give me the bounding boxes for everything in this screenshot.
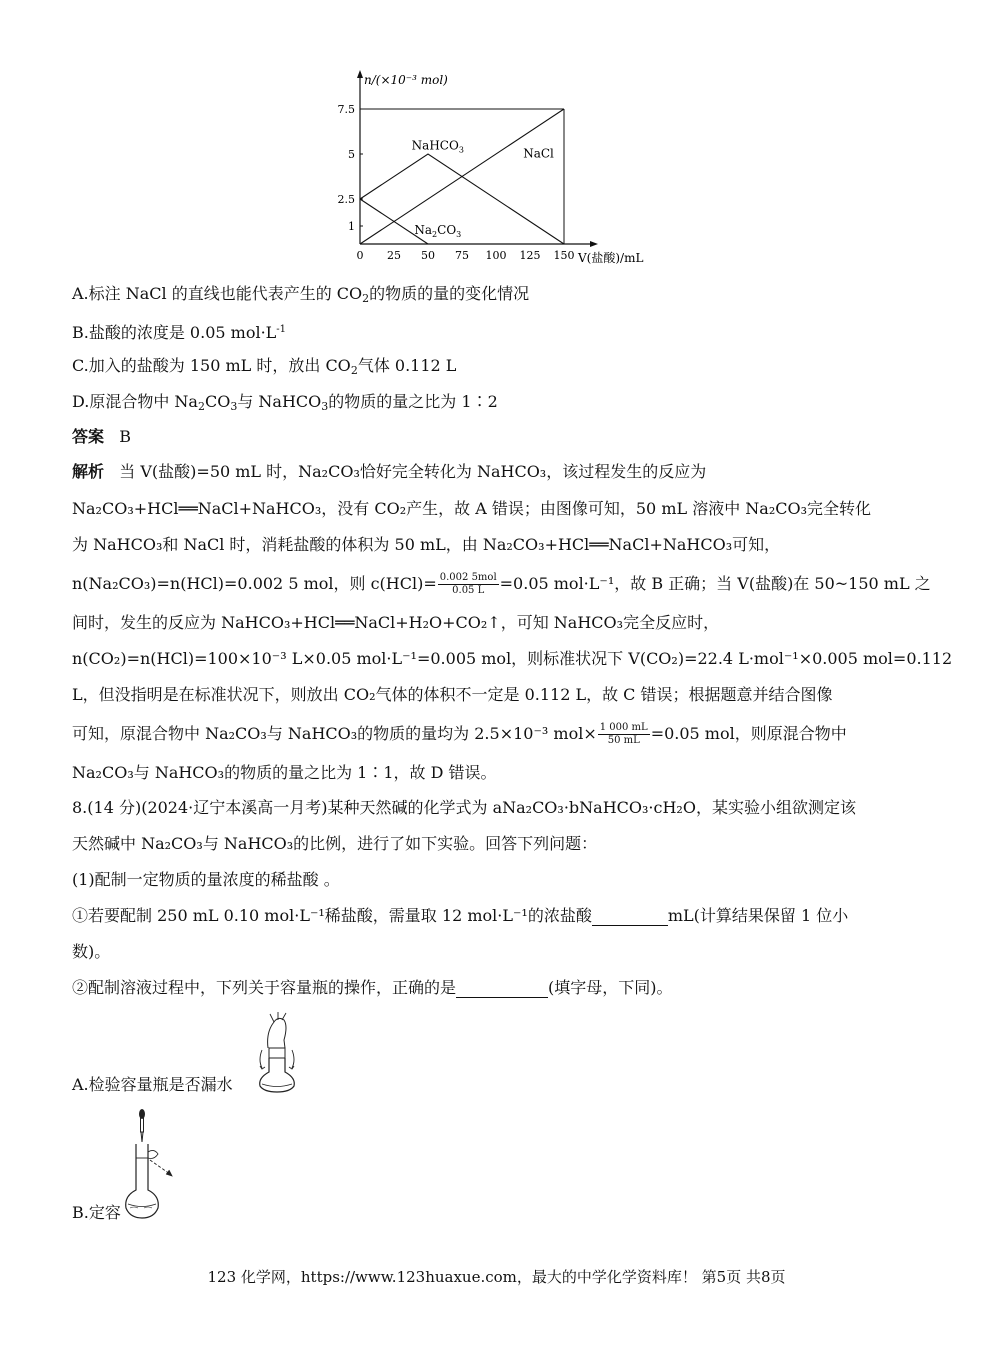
x-tick-label: 25: [387, 249, 401, 262]
q8-option-b: B.定容: [72, 1203, 121, 1222]
analysis-line-9: Na₂CO₃与 NaHCO₃的物质的量之比为 1∶1，故 D 错误。: [72, 763, 497, 782]
analysis-line-8: 可知，原混合物中 Na₂CO₃与 NaHCO₃的物质的量均为 2.5×10⁻³ mol× $\frac{1 000 mL}{50 mL}$ =0.05 mol，则原混合物中: [72, 722, 847, 746]
y-tick-label: 1: [348, 220, 355, 233]
option-c: C.加入的盐酸为 150 mL 时，放出 $CO_2$气体 0.112 L: [72, 356, 457, 377]
y-axis-label: n/(×10⁻³ mol): [364, 73, 448, 87]
analysis-line-4: n(Na₂CO₃)=n(HCl)=0.002 5 mol，则 c(HCl)= $\frac{\text{0.002 5mol}}{0.05 L}$ =0.05 mol·L⁻¹，故 B 正确；当 V(盐酸)在 50~150 mL 之: [72, 572, 931, 596]
q8-line-5: 数)。: [72, 942, 111, 961]
q8-line-3: (1)配制一定物质的量浓度的稀盐酸 。: [72, 870, 340, 889]
fraction-volume: $\frac{1 000 mL}{50 mL}$: [599, 722, 648, 746]
label-nacl: NaCl: [523, 146, 554, 161]
label-na2co3: $Na_2CO_3$: [414, 223, 462, 240]
x-tick-label: 100: [485, 249, 507, 262]
x-tick-label: 0: [356, 249, 364, 262]
x-tick-label: 75: [455, 249, 469, 262]
q8-line-4: ①若要配制 250 mL 0.10 mol·L⁻¹稀盐酸，需量取 12 mol·L⁻¹的浓盐酸 mL(计算结果保留 1 位小: [72, 906, 849, 925]
q8-line-1: 8.(14 分)(2024·辽宁本溪高一月考)某种天然碱的化学式为 aNa₂CO₃·bNaHCO₃·cH₂O，某实验小组欲测定该: [72, 798, 856, 817]
x-tick-label: 150: [553, 249, 575, 262]
fraction-concentration: $\frac{\text{0.002 5mol}}{0.05 L}$: [439, 572, 497, 596]
y-tick-label: 2.5: [337, 193, 355, 206]
analysis-line-3: 为 NaHCO₃和 NaCl 时，消耗盐酸的体积为 50 mL，由 Na₂CO₃+HCl══NaCl+NaHCO₃可知，: [72, 535, 781, 554]
x-tick-label: 50: [421, 249, 435, 262]
option-d: D.原混合物中 $Na_2CO_3$与 NaHCO$_3$的物质的量之比为 1∶2: [72, 392, 498, 413]
analysis-line-5: 间时，发生的反应为 NaHCO₃+HCl══NaCl+H₂O+CO₂↑，可知 NaHCO₃完全反应时，: [72, 613, 720, 632]
analysis-line-7: L，但没指明是在标准状况下，则放出 CO₂气体的体积不一定是 0.112 L，故 C 错误；根据题意并结合图像: [72, 685, 833, 704]
label-nahco3: NaHCO$_3$: [411, 138, 464, 155]
q8-option-a: A.检验容量瓶是否漏水: [72, 1075, 233, 1094]
analysis-line-2: Na₂CO₃+HCl══NaCl+NaHCO₃，没有 CO₂产生，故 A 错误；由图像可知，50 mL 溶液中 Na₂CO₃完全转化: [72, 499, 872, 518]
answer: [72, 427, 131, 447]
answer-blank-2[interactable]: [456, 981, 548, 998]
answer-blank-1[interactable]: [592, 909, 668, 926]
y-tick-label: 7.5: [337, 103, 355, 116]
analysis-line-6: n(CO₂)=n(HCl)=100×10⁻³ L×0.05 mol·L⁻¹=0.005 mol，则标准状况下 V(CO₂)=22.4 L·mol⁻¹×0.005 mol=0.112: [72, 649, 953, 668]
answer-label: 答案: [72, 427, 105, 446]
answer-value: B: [119, 427, 132, 446]
q8-line-6: ②配制溶液过程中，下列关于容量瓶的操作，正确的是 (填字母，下同)。: [72, 978, 673, 997]
x-axis-label: V(盐酸)/mL: [578, 251, 644, 265]
flask-leak-test-icon: [254, 1010, 300, 1094]
y-axis-arrow: [357, 70, 363, 78]
y-tick-label: 5: [348, 148, 355, 161]
x-axis-arrow: [590, 241, 598, 247]
series-line-0: [360, 154, 564, 244]
analysis-line-1: 解析 当 V(盐酸)=50 mL 时，Na₂CO₃恰好完全转化为 NaHCO₃，该过程发生的反应为: [72, 462, 707, 481]
flask-fill-to-mark-icon: [120, 1108, 176, 1222]
page-footer: 123 化学网，https://www.123huaxue.com，最大的中学化学资料库！ 第5页 共8页: [207, 1268, 786, 1286]
reaction-chart: [320, 62, 680, 272]
option-b: B.盐酸的浓度是 0.05 $mol\cdot L^{-1}$: [72, 323, 287, 342]
x-tick-label: 125: [519, 249, 541, 262]
option-a: A.标注 NaCl 的直线也能代表产生的 $CO_2$的物质的量的变化情况: [72, 284, 530, 305]
q8-line-2: 天然碱中 Na₂CO₃与 NaHCO₃的比例，进行了如下实验。回答下列问题：: [72, 834, 598, 853]
